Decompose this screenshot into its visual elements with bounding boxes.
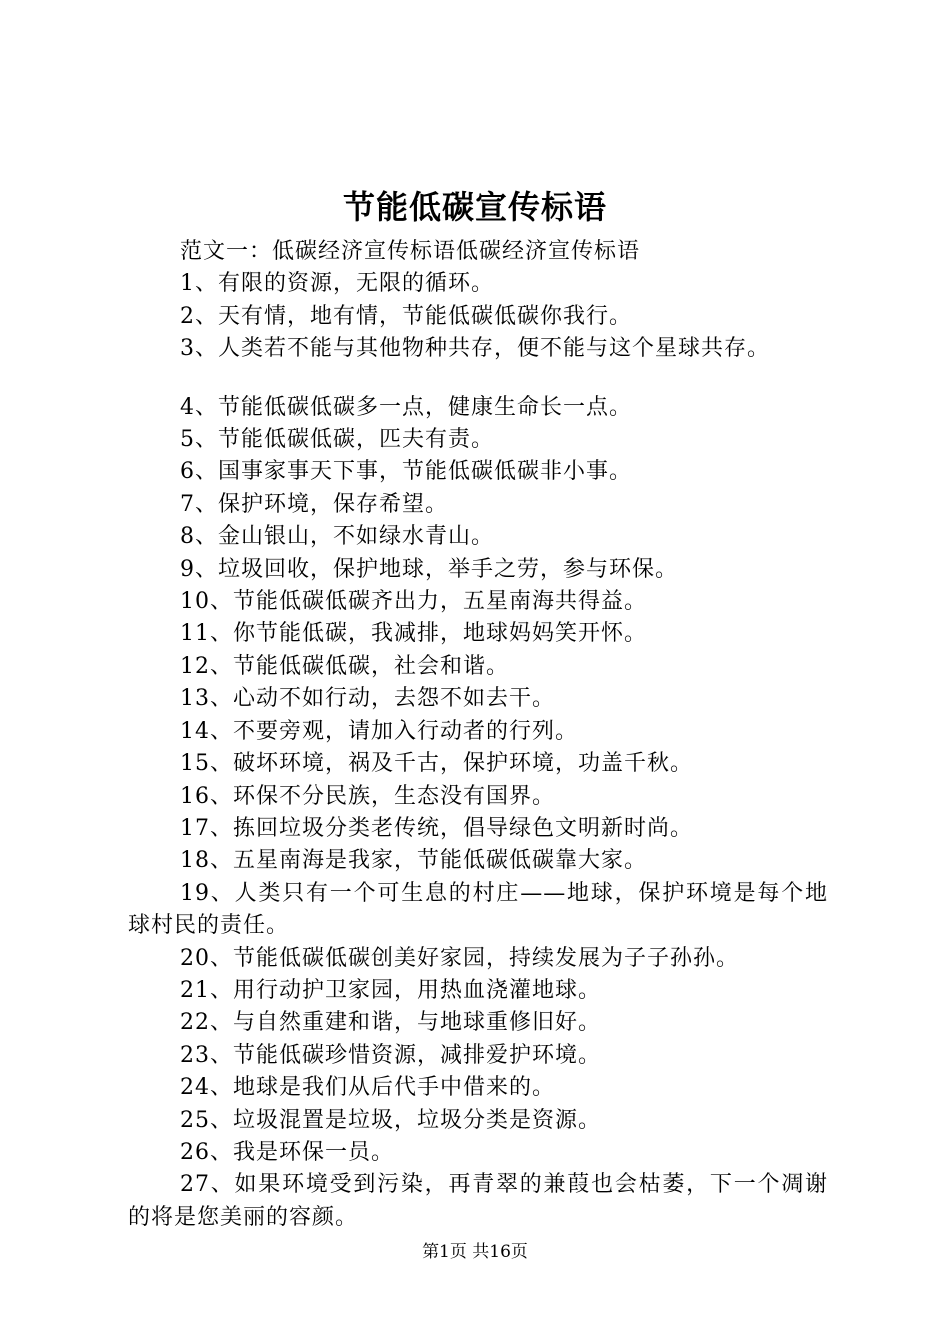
text-line: 17、拣回垃圾分类老传统，倡导绿色文明新时尚。 bbox=[180, 815, 693, 841]
text-line: 3、人类若不能与其他物种共存，便不能与这个星球共存。 bbox=[180, 336, 770, 362]
text-line: 11、你节能低碳，我减排，地球妈妈笑开怀。 bbox=[180, 621, 647, 647]
text-line: 26、我是环保一员。 bbox=[180, 1139, 394, 1165]
document-title: 节能低碳宣传标语 bbox=[342, 188, 607, 226]
text-line: 23、节能低碳珍惜资源，减排爱护环境。 bbox=[180, 1042, 601, 1068]
page-footer: 第1页 共16页 bbox=[422, 1242, 528, 1262]
text-line: 14、不要旁观，请加入行动者的行列。 bbox=[180, 718, 578, 744]
document-body bbox=[128, 236, 828, 1234]
text-line: 范文一：低碳经济宣传标语低碳经济宣传标语 bbox=[180, 239, 641, 264]
text-line: 20、节能低碳低碳创美好家园，持续发展为子子孙孙。 bbox=[180, 945, 739, 971]
text-line: 13、心动不如行动，去怨不如去干。 bbox=[180, 686, 555, 712]
text-line: 15、破坏环境，祸及千古，保护环境，功盖千秋。 bbox=[180, 751, 693, 777]
text-line: 22、与自然重建和谐，与地球重修旧好。 bbox=[180, 1010, 601, 1036]
text-line: 6、国事家事天下事，节能低碳低碳非小事。 bbox=[180, 459, 632, 485]
text-line: 27、如果环境受到污染，再青翠的兼葭也会枯萎，下一个凋谢的将是您美丽的容颜。 bbox=[128, 1172, 828, 1230]
text-line: 24、地球是我们从后代手中借来的。 bbox=[180, 1075, 555, 1101]
text-line: 4、节能低碳低碳多一点，健康生命长一点。 bbox=[180, 394, 632, 420]
text-line: 8、金山银山，不如绿水青山。 bbox=[180, 524, 494, 550]
text-line: 25、垃圾混置是垃圾，垃圾分类是资源。 bbox=[180, 1107, 601, 1133]
text-line: 7、保护环境，保存希望。 bbox=[180, 491, 448, 517]
text-line: 12、节能低碳低碳，社会和谐。 bbox=[180, 653, 509, 679]
text-line: 1、有限的资源，无限的循环。 bbox=[180, 271, 494, 297]
text-line: 18、五星南海是我家，节能低碳低碳靠大家。 bbox=[180, 848, 647, 874]
text-line: 19、人类只有一个可生息的村庄——地球，保护环境是每个地球村民的责任。 bbox=[128, 880, 828, 939]
text-line: 5、节能低碳低碳，匹夫有责。 bbox=[180, 427, 494, 453]
text-line: 16、环保不分民族，生态没有国界。 bbox=[180, 783, 555, 809]
text-line: 2、天有情，地有情，节能低碳低碳你我行。 bbox=[180, 303, 632, 329]
paragraph-gap bbox=[128, 366, 828, 392]
text-line: 21、用行动护卫家园，用热血浇灌地球。 bbox=[180, 977, 601, 1003]
text-line: 10、节能低碳低碳齐出力，五星南海共得益。 bbox=[180, 589, 647, 615]
text-line: 9、垃圾回收，保护地球，举手之劳，参与环保。 bbox=[180, 556, 678, 582]
